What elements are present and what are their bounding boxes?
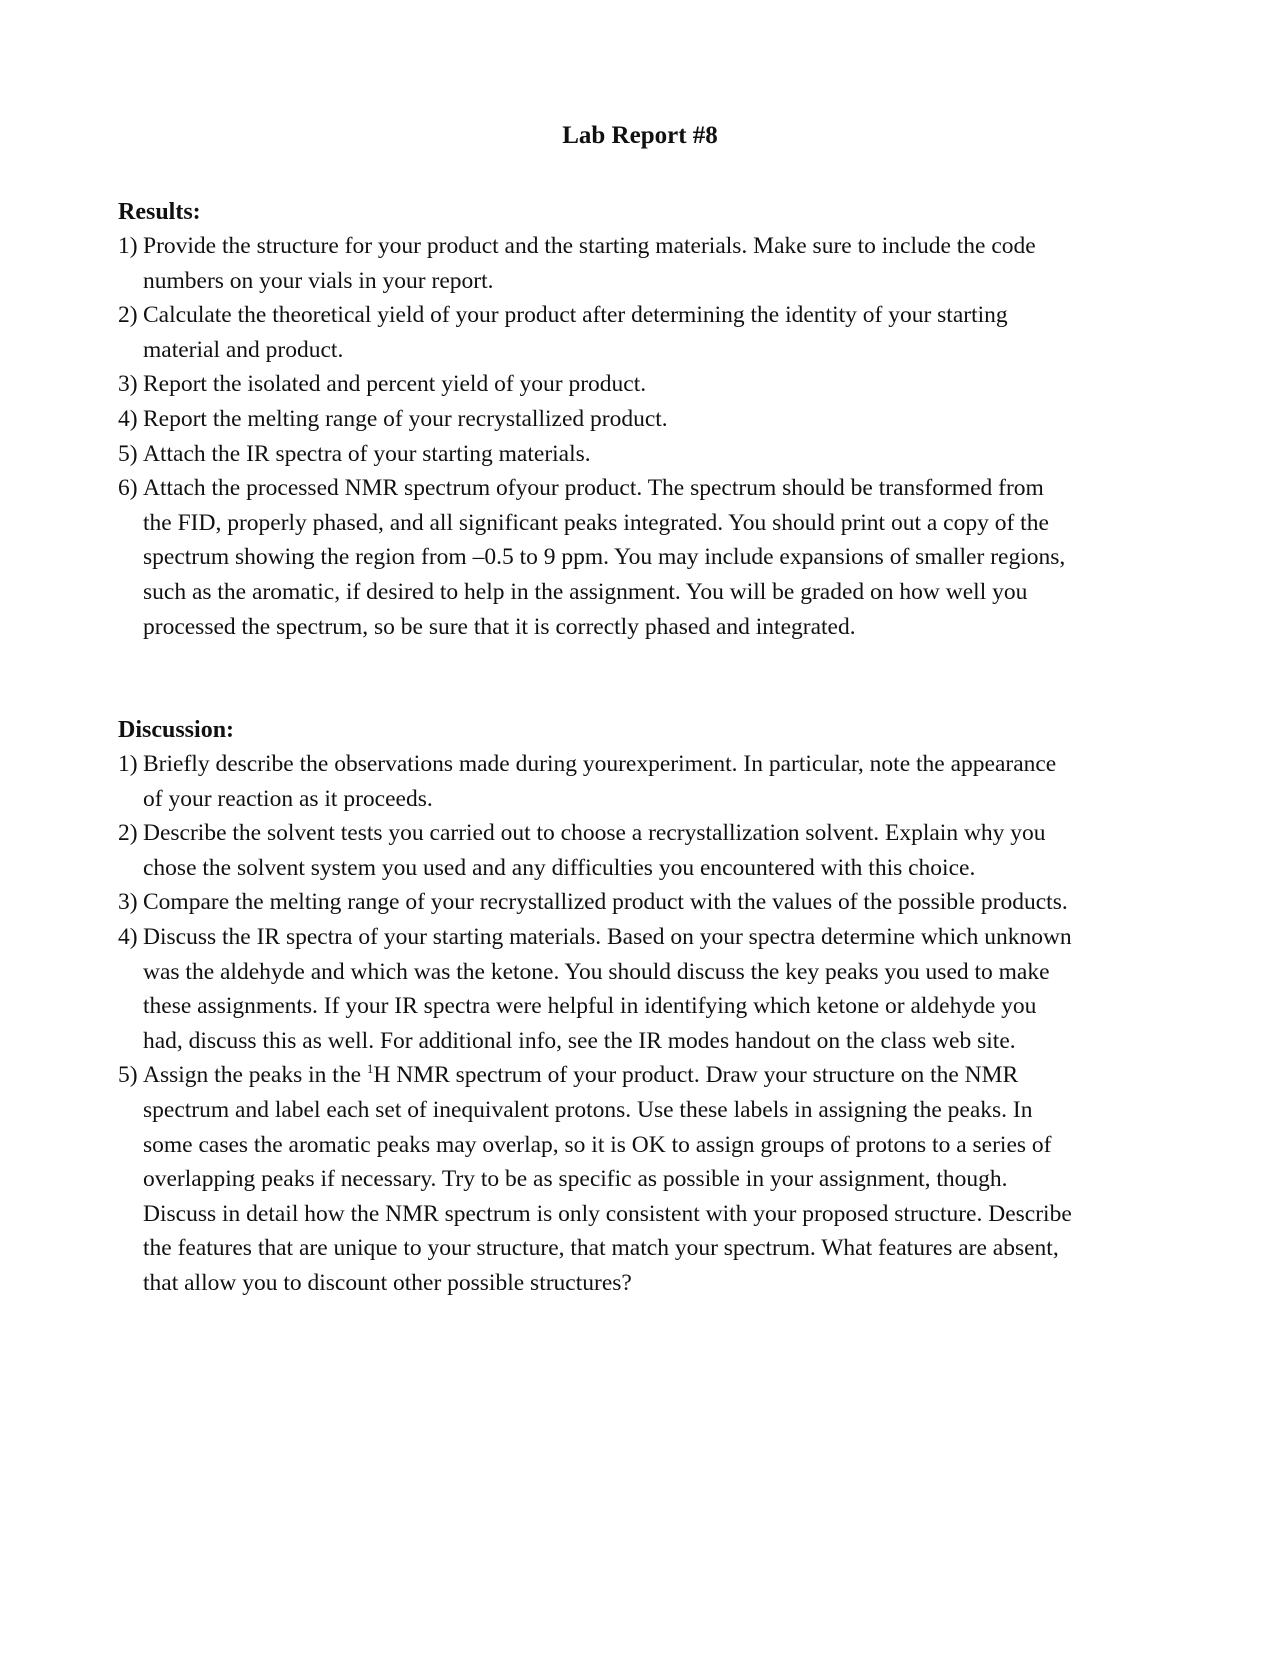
item-number: 2): [118, 820, 138, 847]
item-number: 4): [118, 923, 138, 950]
item-text: Attach the IR spectra of your starting materials.: [143, 440, 591, 467]
item-text-before: Assign the peaks in the: [143, 1062, 367, 1089]
discussion-item-3: [118, 885, 1078, 920]
item-text: Report the isolated and percent yield of your product.: [143, 371, 647, 398]
document-title: Lab Report #8: [562, 122, 718, 149]
item-text-after: H NMR spectrum of your product. Draw your structure on the NMR spectrum and label each set of inequivalent protons. Use these labels in assigning the peaks. In some cases the aromatic peaks may overlap, so it is OK to assign groups of protons to a series of overlapping peaks if necessary. Try to be as specific as possible in your assignment, though. Discuss in detail how the NMR spectrum is only consistent with your proposed structure. Describe the features that are unique to your structure, that match your spectrum. What features are absent, that allow you to discount other possible structures?: [143, 1062, 1072, 1296]
item-text: Briefly describe the observations made during yourexperiment. In particular, note the appearance of your reaction as it proceeds.: [143, 751, 1057, 812]
item-number: 3): [118, 371, 138, 398]
results-item-3: [118, 367, 1078, 402]
item-text: Describe the solvent tests you carried out to choose a recrystallization solvent. Explain why you chose the solvent system you used and any difficulties you encountered with this choice.: [143, 820, 1046, 881]
discussion-heading: Discussion:: [118, 717, 235, 743]
discussion-item-5: [118, 1058, 1078, 1300]
item-number: 4): [118, 405, 138, 432]
superscript-one: 1: [366, 1061, 374, 1077]
discussion-section: [118, 713, 1078, 1301]
results-section: [118, 195, 1078, 644]
item-number: 2): [118, 302, 138, 329]
item-number: 6): [118, 475, 138, 502]
results-list: [118, 229, 1078, 644]
results-item-1: [118, 229, 1078, 298]
item-number: 1): [118, 751, 138, 777]
discussion-list: [118, 747, 1078, 1301]
item-number: 1): [118, 233, 138, 259]
item-text: Report the melting range of your recrystallized product.: [143, 405, 668, 432]
item-number: 3): [118, 889, 138, 916]
discussion-item-4: [118, 920, 1078, 1058]
item-number: 5): [118, 440, 138, 467]
discussion-item-1: [118, 747, 1078, 816]
item-text: Compare the melting range of your recrystallized product with the values of the possible products.: [143, 889, 1068, 916]
results-item-2: [118, 298, 1078, 367]
item-text: Calculate the theoretical yield of your product after determining the identity of your starting material and product.: [143, 302, 1008, 363]
item-text: Attach the processed NMR spectrum ofyour product. The spectrum should be transformed from the FID, properly phased, and all significant peaks integrated. You should print out a copy of the spectrum showing the region from –0.5 to 9 ppm. You may include expansions of smaller regions, such as the aromatic, if desired to help in the assignment. You will be graded on how well you processed the spectrum, so be sure that it is correctly phased and integrated.: [143, 475, 1066, 640]
item-number: 5): [118, 1062, 138, 1089]
item-text: Discuss the IR spectra of your starting materials. Based on your spectra determine which unknown was the aldehyde and which was the ketone. You should discuss the key peaks you used to make these assignments. If your IR spectra were helpful in identifying which ketone or aldehyde you had, discuss this as well. For additional info, see the IR modes handout on the class web site.: [143, 923, 1072, 1054]
results-item-4: [118, 402, 1078, 437]
results-heading: Results:: [118, 199, 201, 225]
results-item-5: [118, 437, 1078, 472]
results-item-6: [118, 471, 1078, 644]
discussion-item-2: [118, 816, 1078, 885]
item-text: Provide the structure for your product and the starting materials. Make sure to include the code numbers on your vials in your report.: [143, 233, 1036, 294]
